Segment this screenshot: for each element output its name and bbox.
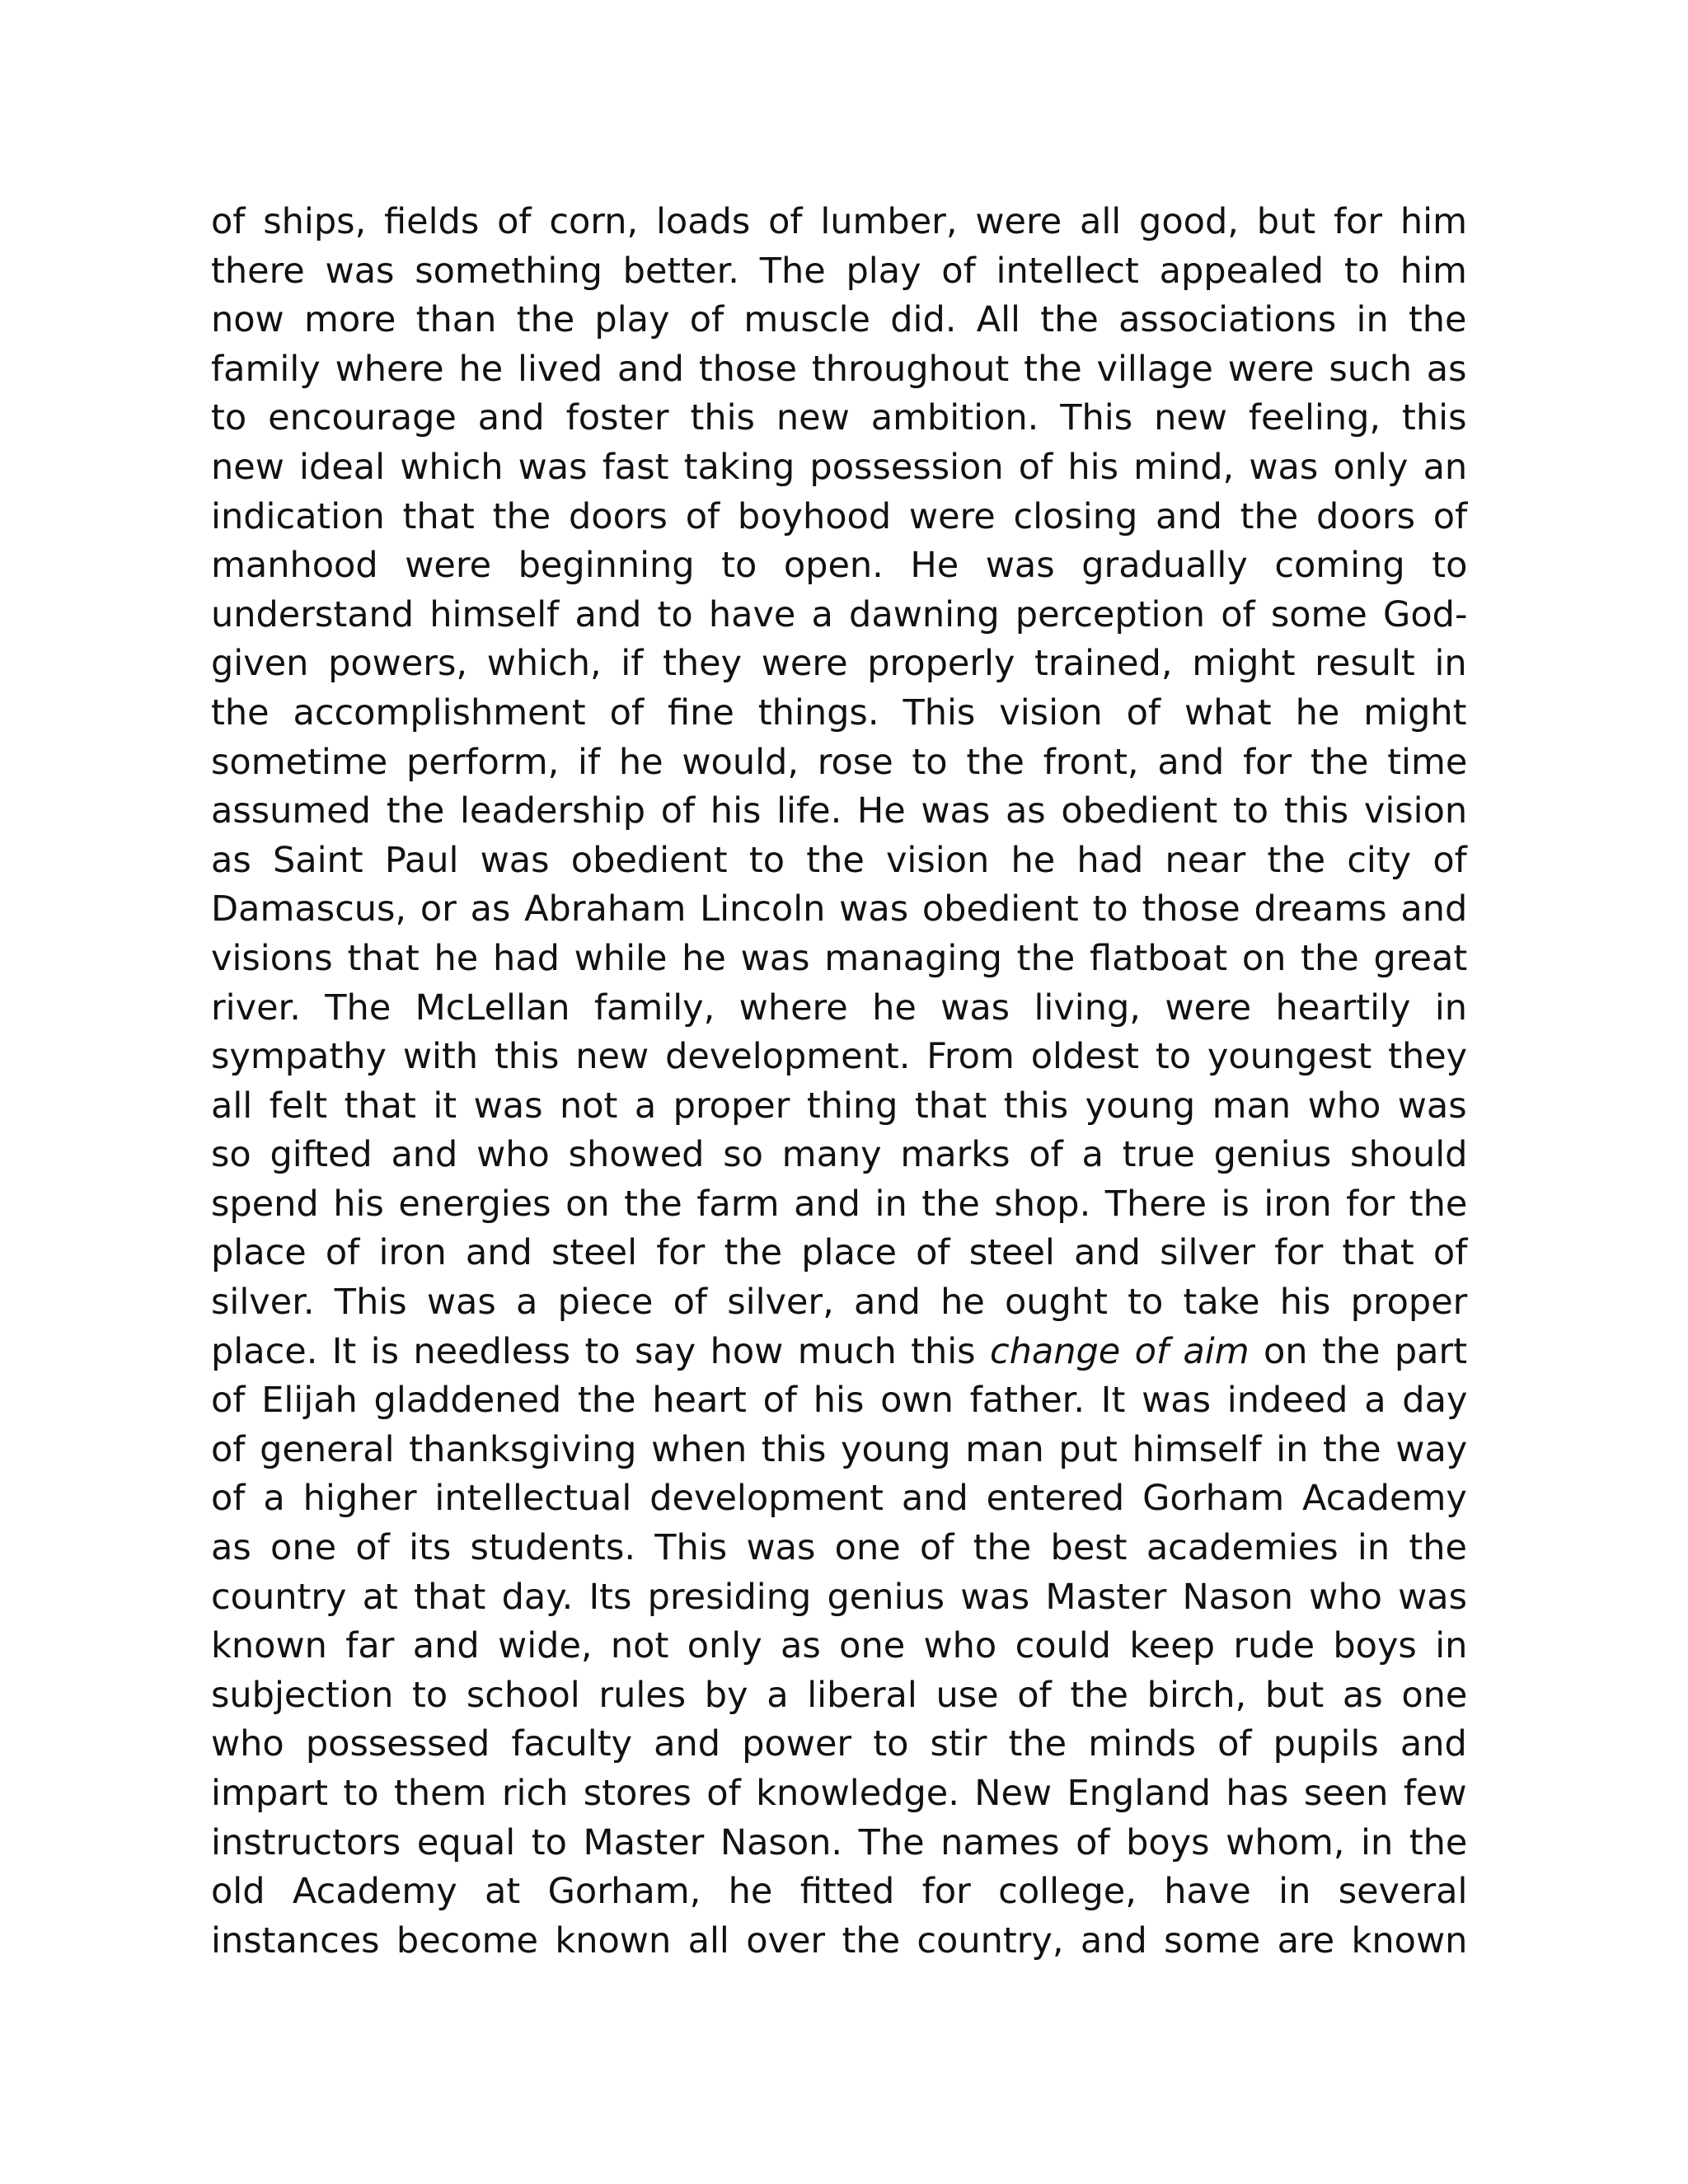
- text-line: who possessed faculty and power to stir the minds of pupils and: [211, 1723, 1467, 1765]
- text-line: given powers, which, if they were properly trained, might result in: [211, 643, 1467, 685]
- text-line: visions that he had while he was managing the flatboat on the great: [211, 937, 1468, 979]
- text-line: place of iron and steel for the place of steel and silver for that of: [211, 1232, 1468, 1274]
- line-segment: on the part: [1249, 1330, 1468, 1372]
- text-line: silver. This was a piece of silver, and he ought to take his proper: [211, 1282, 1468, 1324]
- text-line: instructors equal to Master Nason. The names of boys whom, in the: [211, 1821, 1468, 1863]
- body-text: [211, 198, 1467, 1966]
- text-line: spend his energies on the farm and in the shop. There is iron for the: [211, 1183, 1468, 1225]
- text-line: now more than the play of muscle did. All the associations in the: [211, 299, 1467, 341]
- text-line: there was something better. The play of intellect appealed to him: [211, 250, 1467, 292]
- text-line: so gifted and who showed so many marks of a true genius should: [211, 1134, 1468, 1176]
- text-line: of Elijah gladdened the heart of his own father. It was indeed a day: [211, 1380, 1468, 1422]
- text-line: country at that day. Its presiding genius was Master Nason who was: [211, 1576, 1468, 1618]
- text-line: assumed the leadership of his life. He was as obedient to this vision: [211, 790, 1468, 832]
- text-line: as one of its students. This was one of the best academies in the: [211, 1527, 1467, 1569]
- emphasized-phrase: change of aim: [989, 1330, 1250, 1372]
- text-line: Damascus, or as Abraham Lincoln was obedient to those dreams and: [211, 888, 1468, 930]
- text-line: indication that the doors of boyhood were closing and the doors of: [211, 495, 1468, 537]
- text-line: known far and wide, not only as one who could keep rude boys in: [211, 1625, 1468, 1667]
- text-line: of ships, fields of corn, loads of lumber, were all good, but for him: [211, 201, 1468, 242]
- text-line: to encourage and foster this new ambition. This new feeling, this: [211, 397, 1467, 439]
- text-line: as Saint Paul was obedient to the vision he had near the city of: [211, 839, 1467, 881]
- text-line: of a higher intellectual development and entered Gorham Academy: [211, 1478, 1467, 1520]
- text-line: family where he lived and those throughout the village were such as: [211, 348, 1467, 390]
- text-line: understand himself and to have a dawning perception of some God-: [211, 593, 1468, 635]
- text-line: old Academy at Gorham, he fitted for college, have in several: [211, 1871, 1468, 1913]
- text-line: all felt that it was not a proper thing that this young man who was: [211, 1085, 1467, 1127]
- text-line: the accomplishment of fine things. This vision of what he might: [211, 691, 1467, 733]
- text-line: impart to them rich stores of knowledge. New England has seen few: [211, 1773, 1467, 1814]
- text-line-with-emphasis: [211, 1328, 1467, 1377]
- text-line: river. The McLellan family, where he was living, were heartily in: [211, 987, 1468, 1029]
- text-line: instances become known all over the country, and some are known: [211, 1919, 1468, 1961]
- text-line: of general thanksgiving when this young man put himself in the way: [211, 1428, 1468, 1470]
- text-line: sometime perform, if he would, rose to the front, and for the time: [211, 741, 1468, 783]
- text-line: sympathy with this new development. From oldest to youngest they: [211, 1036, 1468, 1078]
- line-segment: place. It is needless to say how much this: [211, 1330, 990, 1372]
- text-line: subjection to school rules by a liberal use of the birch, but as one: [211, 1674, 1468, 1716]
- text-line: manhood were beginning to open. He was gradually coming to: [211, 545, 1468, 587]
- text-line: new ideal which was fast taking possession of his mind, was only an: [211, 446, 1468, 488]
